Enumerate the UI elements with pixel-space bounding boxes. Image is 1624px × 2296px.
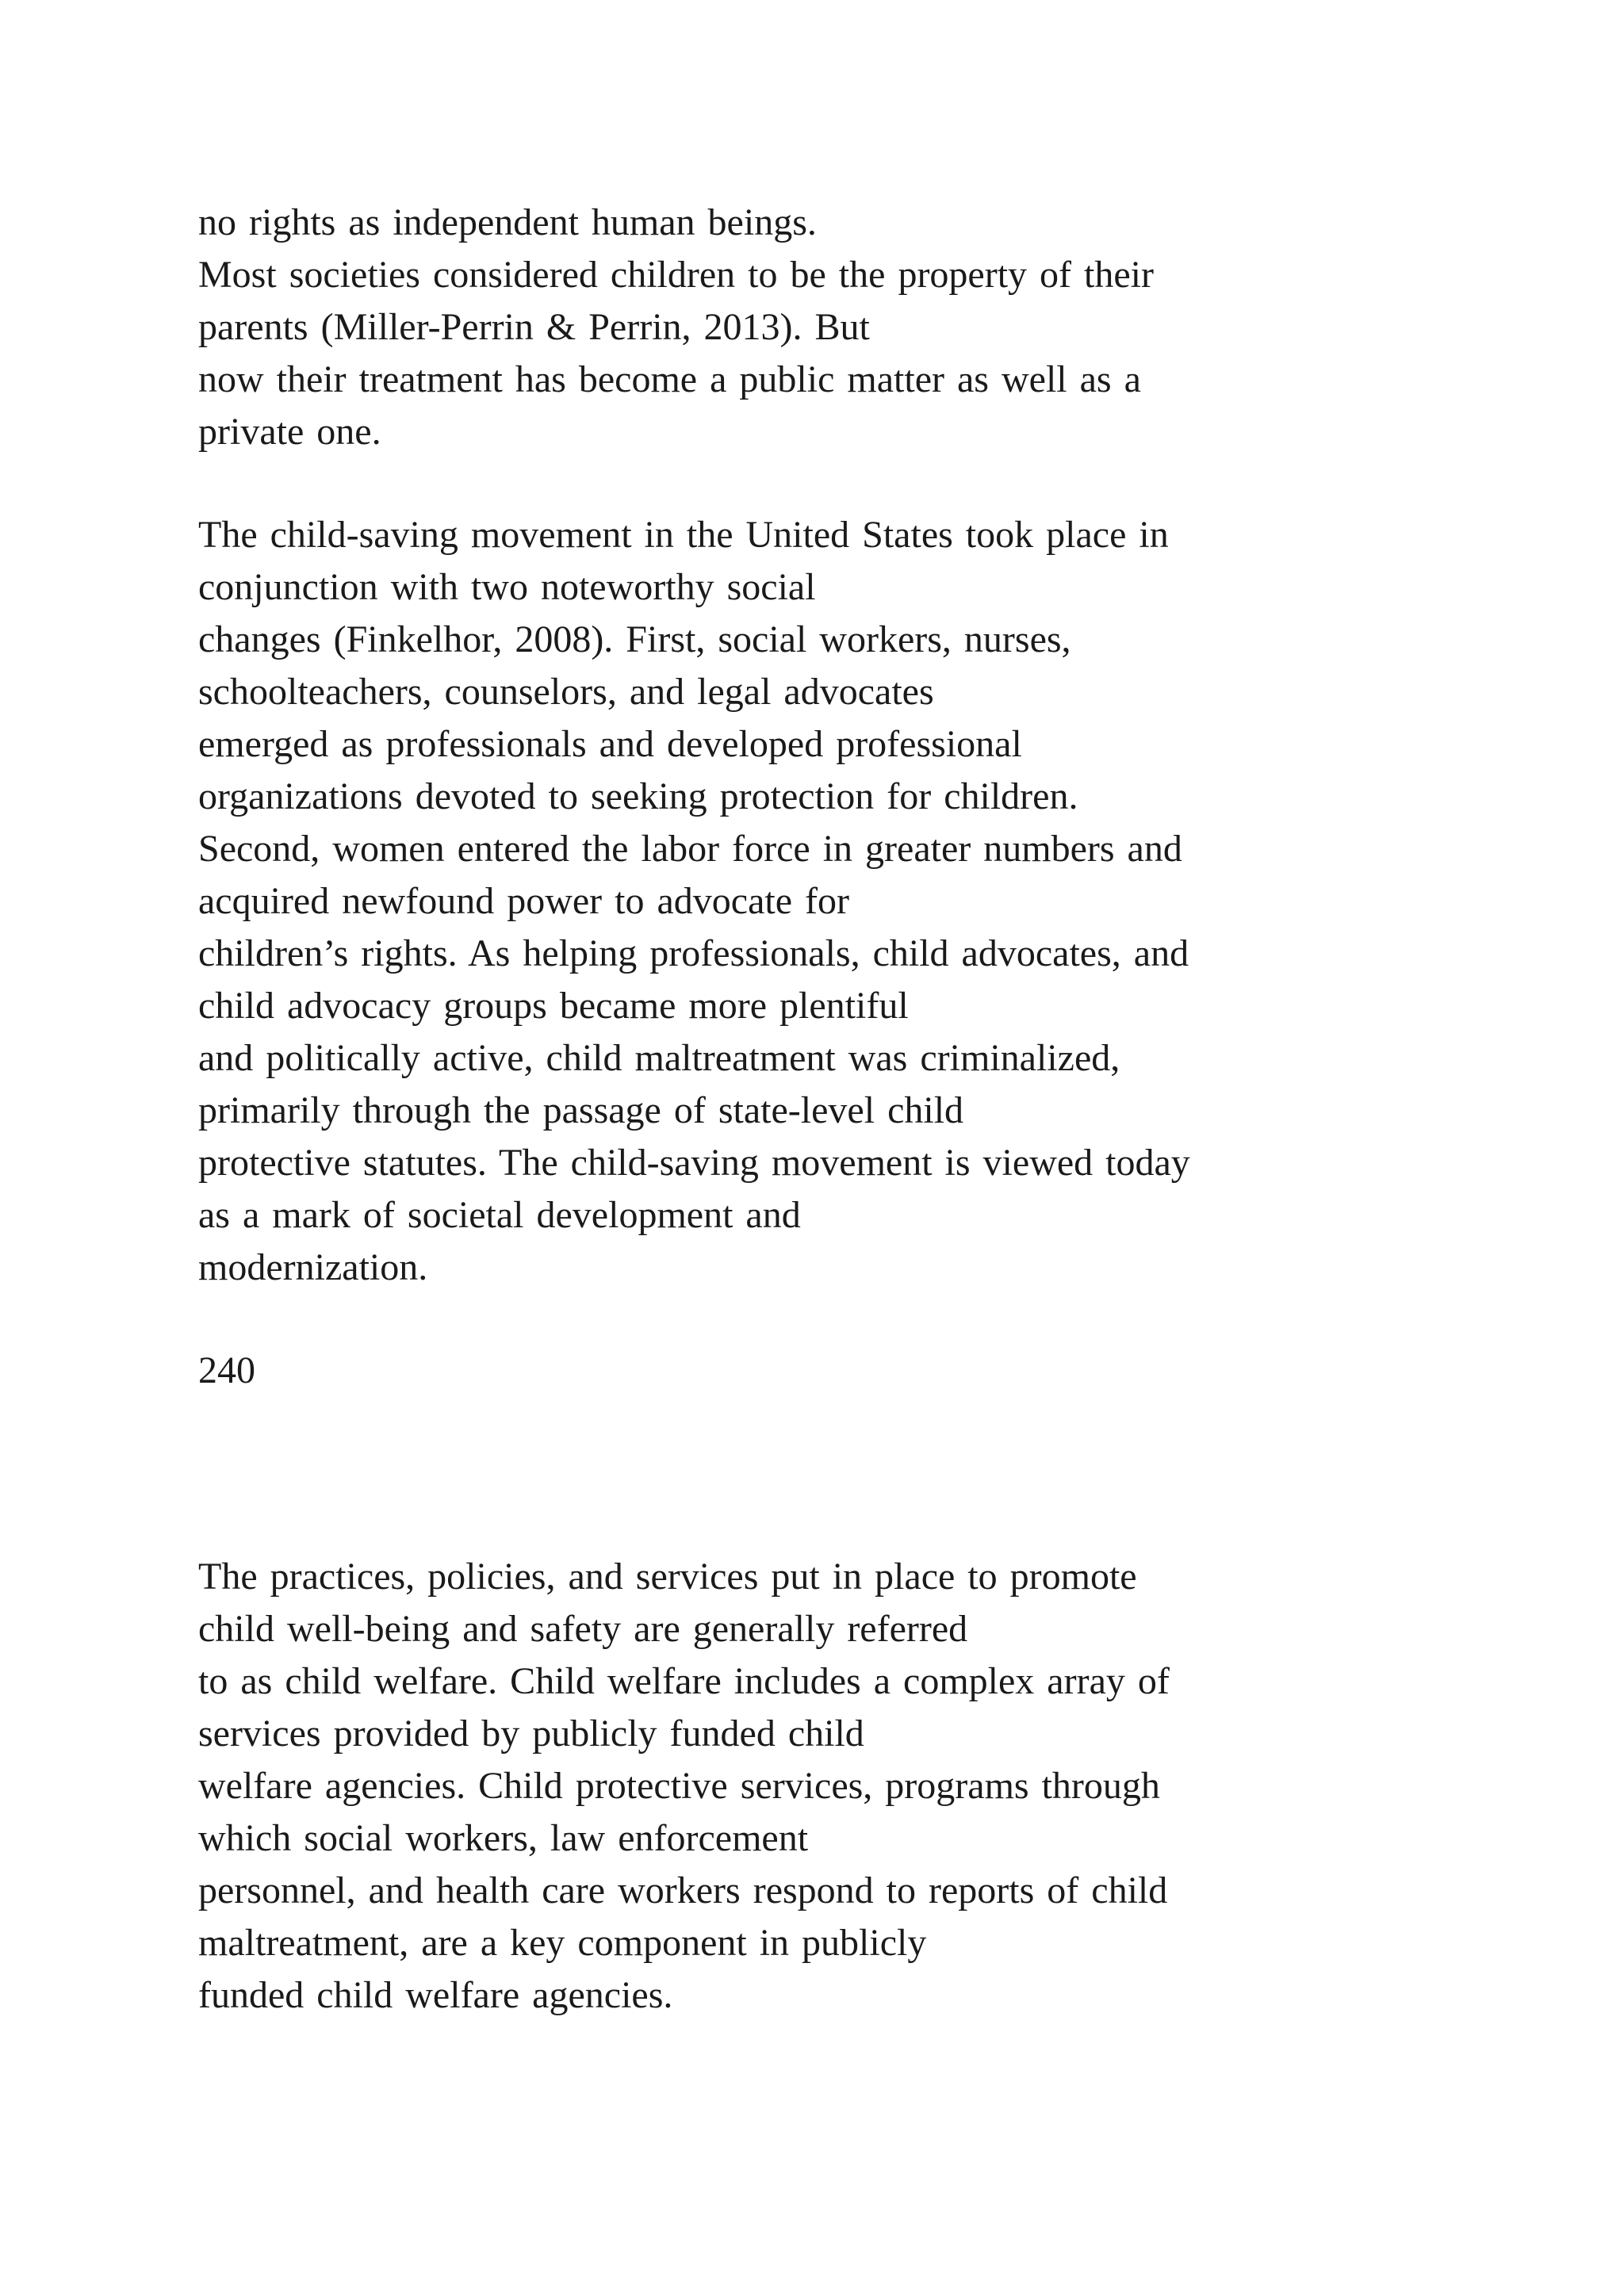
text-line: schoolteachers, counselors, and legal advocates [198, 671, 934, 713]
text-line: conjunction with two noteworthy social [198, 566, 816, 608]
text-line: parents (Miller-Perrin & Perrin, 2013). But [198, 306, 870, 348]
text-line: acquired newfound power to advocate for [198, 880, 849, 922]
page-number: 240 [198, 1349, 255, 1391]
text-line: primarily through the passage of state-level child [198, 1089, 964, 1131]
text-line: welfare agencies. Child protective services, programs through [198, 1765, 1160, 1807]
text-line: as a mark of societal development and [198, 1194, 801, 1236]
text-line: changes (Finkelhor, 2008). First, social workers, nurses, [198, 618, 1071, 660]
text-line: Second, women entered the labor force in greater numbers and [198, 828, 1182, 870]
text-line: maltreatment, are a key component in publicly [198, 1922, 927, 1964]
text-line: personnel, and health care workers respond to reports of child [198, 1869, 1168, 1911]
text-line: and politically active, child maltreatment was criminalized, [198, 1037, 1120, 1079]
text-line: child advocacy groups became more plentiful [198, 985, 909, 1027]
text-line: The child-saving movement in the United States took place in [198, 514, 1169, 556]
text-line: no rights as independent human beings. [198, 201, 817, 243]
text-line: private one. [198, 411, 381, 453]
text-line: children’s rights. As helping professionals, child advocates, and [198, 932, 1189, 974]
text-line: to as child welfare. Child welfare includes a complex array of [198, 1660, 1170, 1702]
text-line: The practices, policies, and services put in place to promote [198, 1556, 1137, 1598]
text-line: now their treatment has become a public matter as well as a [198, 358, 1141, 400]
paragraph-3 [198, 1551, 1546, 2022]
text-line: organizations devoted to seeking protection for children. [198, 775, 1078, 817]
text-line: funded child welfare agencies. [198, 1974, 673, 2016]
text-line: services provided by publicly funded child [198, 1712, 864, 1755]
text-line: child well-being and safety are generally referred [198, 1608, 968, 1650]
page-number-container [198, 1345, 1546, 1397]
paragraph-2 [198, 509, 1546, 1294]
text-line: protective statutes. The child-saving movement is viewed today [198, 1142, 1190, 1184]
text-line: Most societies considered children to be the property of their [198, 254, 1154, 296]
paragraph-1 [198, 197, 1546, 458]
text-line: emerged as professionals and developed professional [198, 723, 1022, 765]
text-line: modernization. [198, 1246, 428, 1288]
text-line: which social workers, law enforcement [198, 1817, 809, 1859]
